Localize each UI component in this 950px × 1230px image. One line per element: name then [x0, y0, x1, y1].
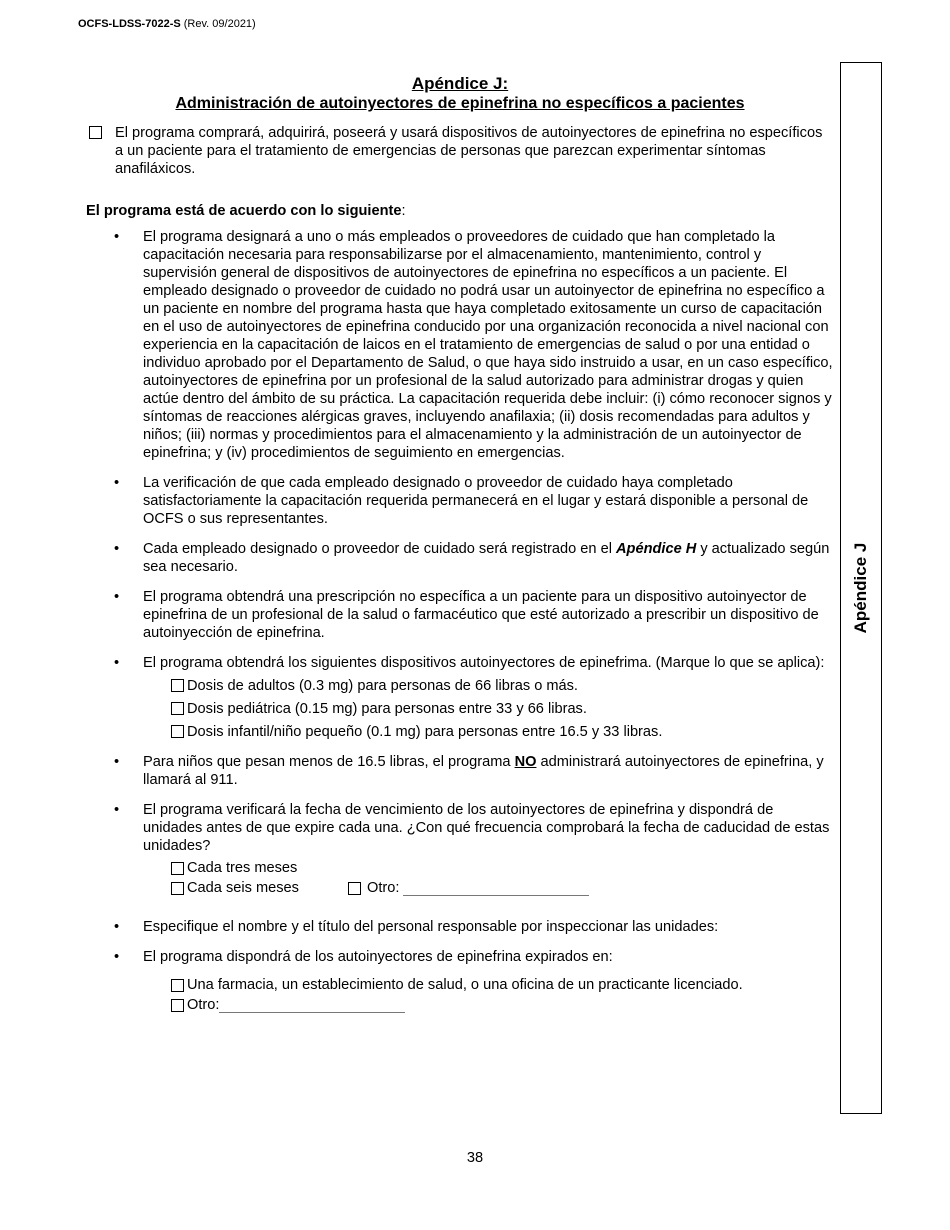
adult-dose-checkbox[interactable] [171, 679, 184, 692]
bullet-text: El programa dispondrá de los autoinyectores de epinefrina expirados en: [143, 949, 613, 965]
list-item [86, 540, 834, 576]
disposal-other-checkbox[interactable] [171, 999, 184, 1012]
frequency-other-checkbox[interactable] [348, 882, 361, 895]
list-item [86, 228, 834, 462]
frequency-row-1 [171, 858, 834, 878]
list-item [86, 654, 834, 741]
no-emphasis: NO [514, 754, 537, 770]
form-revision: (Rev. 09/2021) [183, 18, 256, 30]
frequency-options [143, 858, 834, 898]
disposal-row-2 [171, 995, 834, 1015]
bullet-text: El programa obtendrá los siguientes dispositivos autoinyectores de epinefrima. (Marque lo que se aplica): [143, 655, 825, 671]
bullet-text: El programa obtendrá una prescripción no específica a un paciente para un dispositivo autoinyector de epinefrina de un profesional de la salud o farmacéutico que esté autorizado a prescribir un dispositivo de autoinyección de epinefrina. [143, 589, 819, 641]
page-number: 38 [466, 1150, 484, 1166]
option-label: Otro: [187, 997, 220, 1013]
form-code: OCFS-LDSS-7022-S [78, 18, 181, 30]
bullet-text: y actualizado según sea necesario. [143, 541, 830, 575]
list-item [86, 474, 834, 528]
dose-option-pediatric [171, 700, 834, 718]
sidebar-label: Apéndice J [851, 542, 870, 634]
list-item [86, 948, 834, 1015]
option-label: Cada seis meses [187, 880, 299, 896]
list-item [86, 918, 834, 936]
bullet-text: administrará autoinyectores de epinefrina, y llamará al 911. [143, 754, 824, 788]
frequency-row-2 [171, 878, 834, 898]
bullet-text: Especifique el nombre y el título del personal responsable por inspeccionar las unidades: [143, 919, 719, 935]
option-label: Otro: [367, 880, 400, 896]
every-three-months-checkbox[interactable] [171, 862, 184, 875]
page-title: Apéndice J: [411, 74, 509, 93]
option-label: Dosis pediátrica (0.15 mg) para personas entre 33 y 66 libras. [187, 701, 587, 717]
bullet-text: El programa designará a uno o más empleados o proveedores de cuidado que han completado la capacitación necesaria para responsabilizarse por el almacenamiento, mantenimiento, control y supervisión general de dispositivos de autoinyectores de epinefrina no específicos a un paciente. El empleado designado o proveedor de cuidado no podrá usar un autoinyector de epinefrina no específico a un paciente en nombre del programa hasta que haya completado exitosamente un curso de capacitación en el uso de autoinyectores de epinefrina conducido por una organización reconocida a nivel nacional con experiencia en la capacitación de laicos en el tratamiento de emergencias de salud o por una entidad o individuo aprobado por el Departamento de Salud, o que haya sido instruido a usar, en un caso específico, autoinyectores de epinefrina por un profesional de la salud autorizado para administrar drogas y quien actúe dentro del ámbito de su práctica. La capacitación requerida debe incluir: (i) cómo reconocer signos y síntomas de reacciones alérgicas graves, incluyendo anafilaxia; (ii) dosis recomendadas para adultos y niños; (iii) normas y procedimientos para el almacenamiento y la administración de un autoinyector de epinefrina; y (iv) procedimientos de seguimiento en emergencias. [143, 229, 833, 461]
pharmacy-checkbox[interactable] [171, 979, 184, 992]
page-subtitle: Administración de autoinyectores de epinefrina no específicos a pacientes [175, 95, 745, 112]
requirements-list [86, 228, 834, 1015]
list-item [86, 801, 834, 898]
agree-heading-text: El programa está de acuerdo con lo siguiente [86, 203, 402, 219]
bullet-text: Para niños que pesan menos de 16.5 libras, el programa [143, 754, 515, 770]
agree-colon: : [401, 203, 406, 219]
form-number [78, 18, 256, 30]
infant-dose-checkbox[interactable] [171, 725, 184, 738]
bullet-text: Cada empleado designado o proveedor de cuidado será registrado en el [143, 541, 616, 557]
option-label: Dosis de adultos (0.3 mg) para personas de 66 libras o más. [187, 678, 578, 694]
appendix-h-reference: Apéndice H [616, 541, 697, 557]
agree-heading [86, 202, 834, 220]
disposal-row-1 [171, 975, 834, 995]
document-body [86, 74, 834, 1027]
disposal-options [143, 975, 834, 1015]
intro-text: El programa comprará, adquirirá, poseerá y usará dispositivos de autoinyectores de epinefrina no específicos a un paciente para el tratamiento de emergencias de personas que parezcan experimentar síntomas anafiláxicos. [115, 125, 823, 177]
dose-options [143, 677, 834, 741]
disposal-other-field[interactable] [219, 998, 405, 1013]
option-label: Dosis infantil/niño pequeño (0.1 mg) para personas entre 16.5 y 33 libras. [187, 724, 663, 740]
option-label: Cada tres meses [187, 860, 298, 876]
dose-option-adult [171, 677, 834, 695]
bullet-text: El programa verificará la fecha de vencimiento de los autoinyectores de epinefrina y dispondrá de unidades antes de que expire cada una. ¿Con qué frecuencia comprobará la fecha de caducidad de estas unidades? [143, 802, 830, 854]
intro-statement [86, 124, 834, 178]
frequency-other-field[interactable] [403, 881, 589, 896]
every-six-months-checkbox[interactable] [171, 882, 184, 895]
list-item [86, 588, 834, 642]
bullet-text: La verificación de que cada empleado designado o proveedor de cuidado haya completado satisfactoriamente la capacitación requerida permanecerá en el lugar y estará disponible a personal de OCFS o sus representantes. [143, 475, 809, 527]
dose-option-infant [171, 723, 834, 741]
option-label: Una farmacia, un establecimiento de salud, o una oficina de un practicante licenciado. [187, 977, 743, 993]
list-item [86, 753, 834, 789]
intro-checkbox[interactable] [89, 126, 102, 139]
pediatric-dose-checkbox[interactable] [171, 702, 184, 715]
